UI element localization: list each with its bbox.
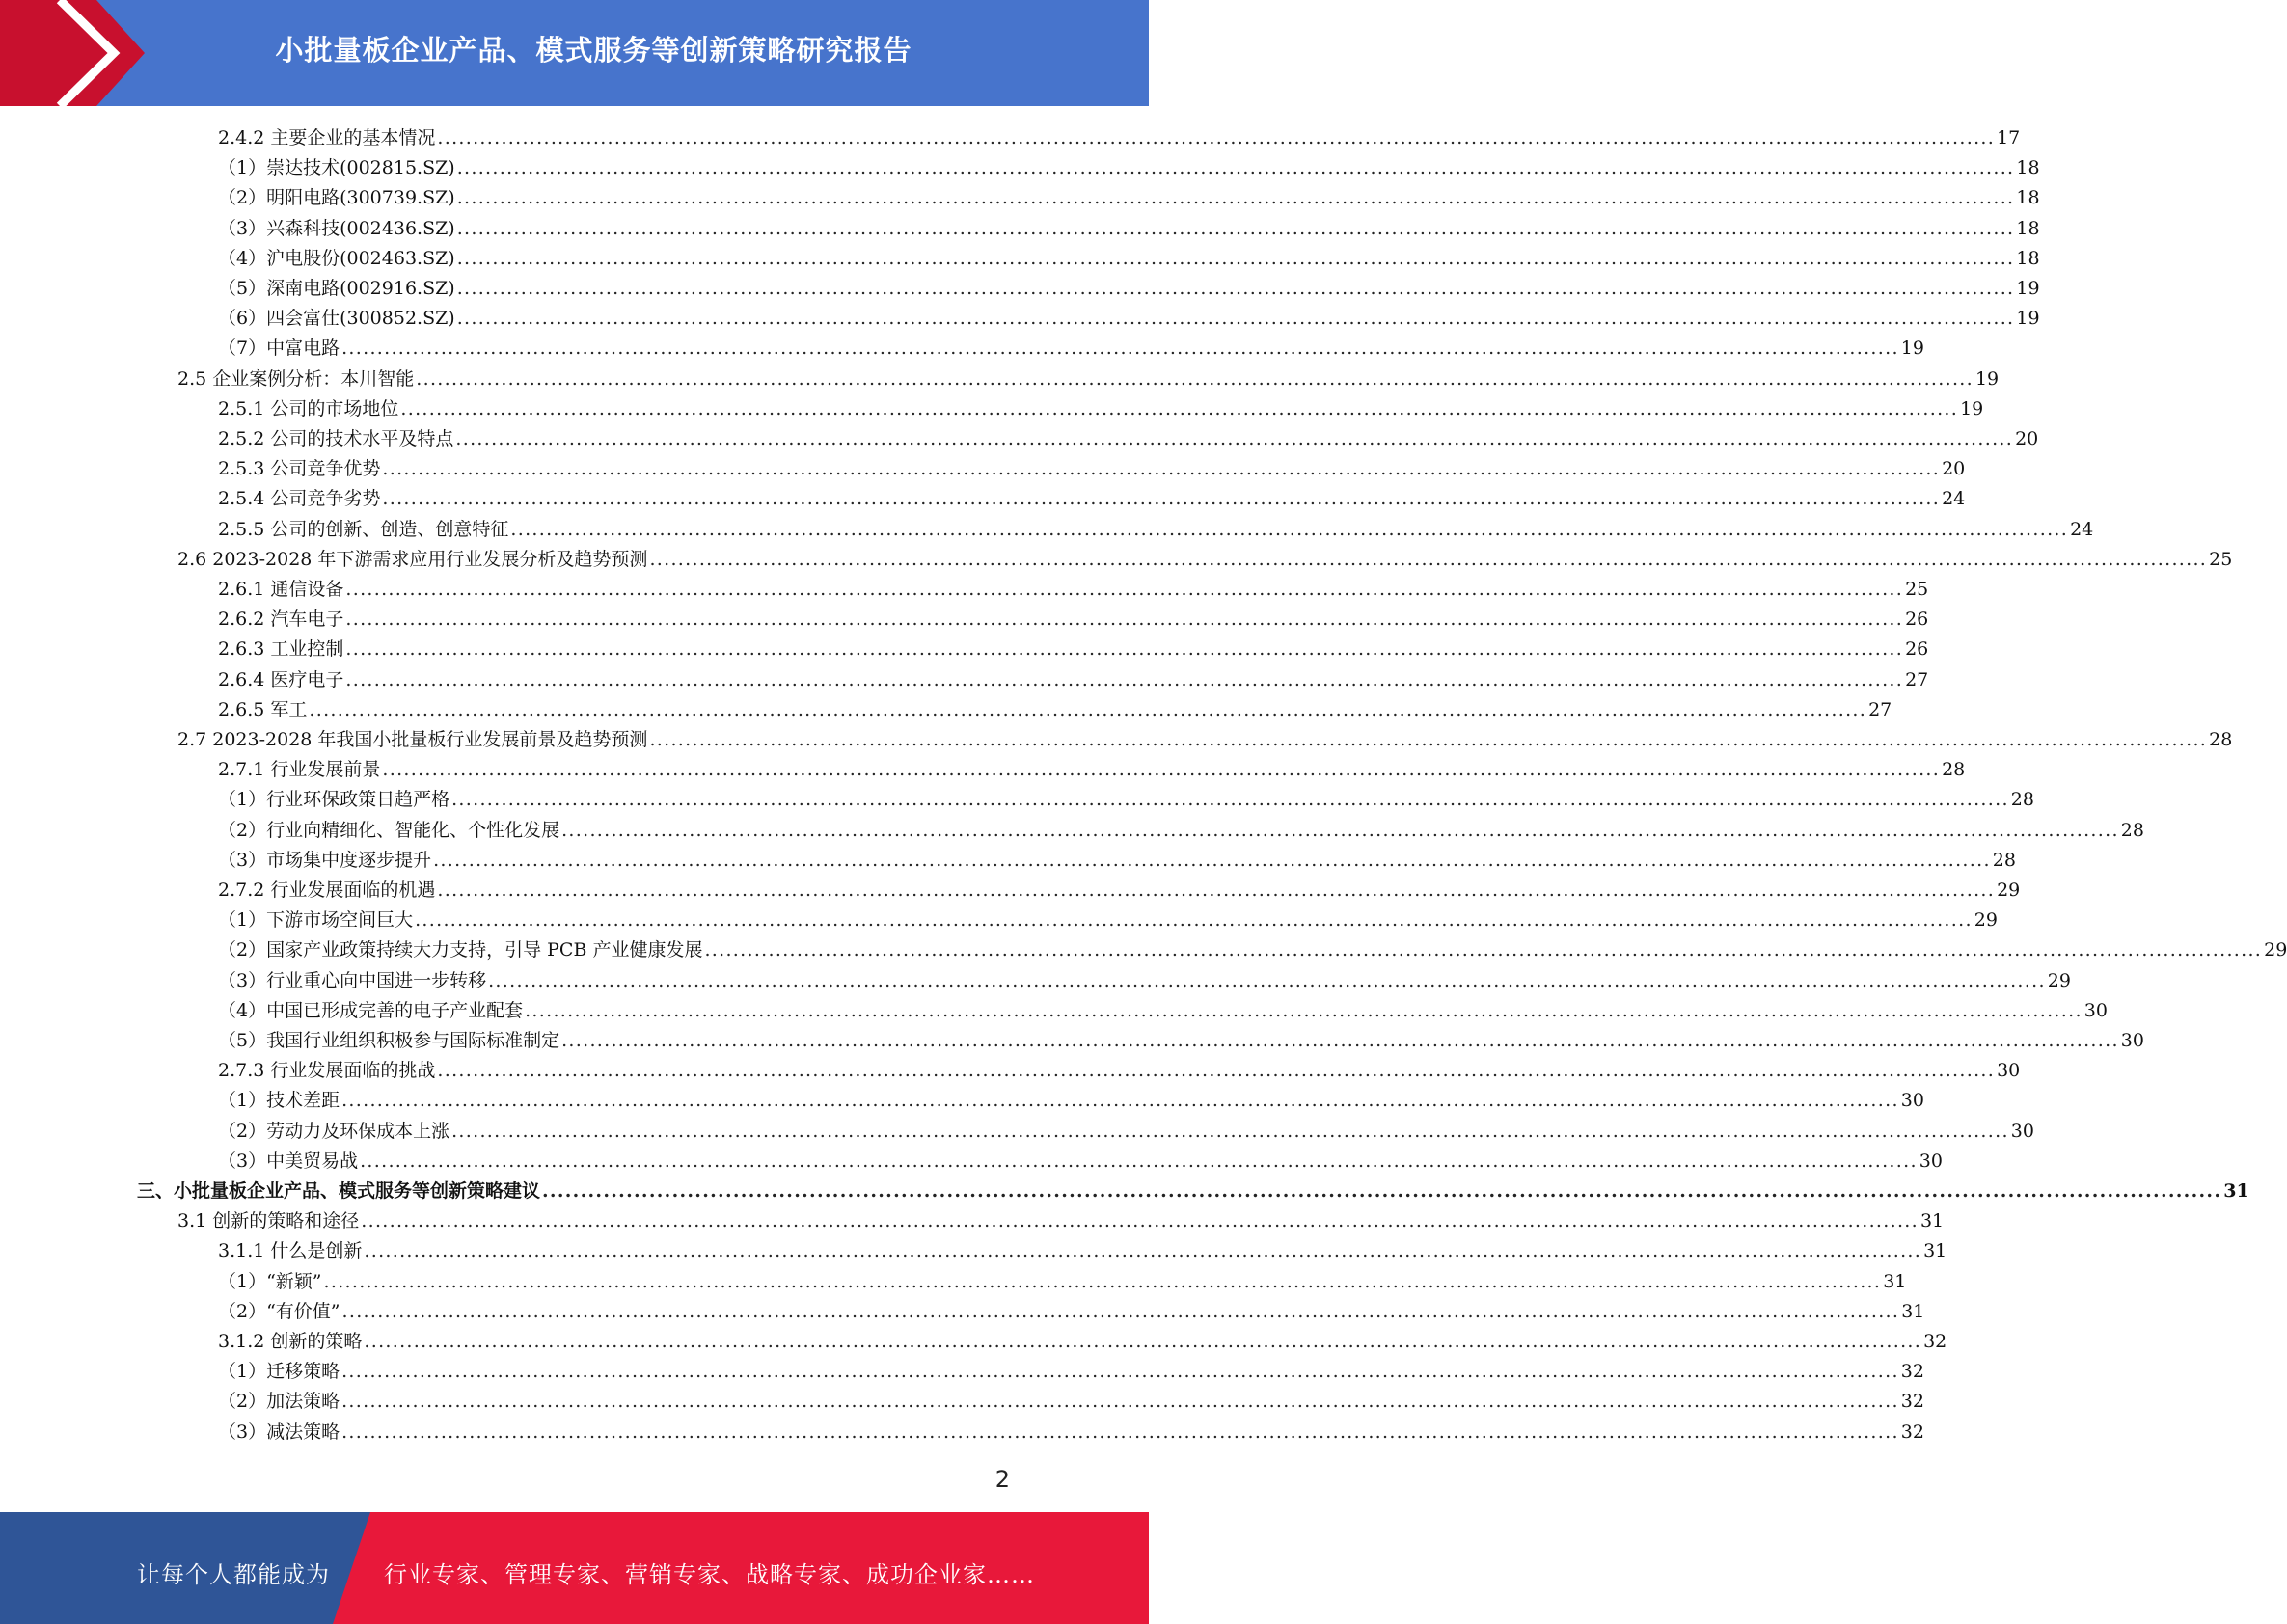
toc-dot-leader: ............................................................................................................................................................................................................................ xyxy=(341,1300,1900,1322)
toc-entry-label: 2.5.1 公司的市场地位 xyxy=(218,397,399,420)
toc-dot-leader: ............................................................................................................................................................................................................................ xyxy=(561,819,2119,841)
toc-entry[interactable] xyxy=(218,1117,2034,1146)
toc-entry-label: （6）四会富仕(300852.SZ) xyxy=(218,308,455,330)
toc-entry[interactable] xyxy=(218,1236,1947,1265)
toc-dot-leader: ............................................................................................................................................................................................................................ xyxy=(525,999,2083,1021)
toc-dot-leader: ............................................................................................................................................................................................................................ xyxy=(345,668,1904,690)
toc-entry[interactable] xyxy=(218,153,2040,182)
toc-entry-label: （2）国家产业政策持续大力支持，引导 PCB 产业健康发展 xyxy=(218,939,703,961)
toc-entry-page: 28 xyxy=(1942,759,1966,781)
toc-entry-label: 2.6 2023-2028 年下游需求应用行业发展分析及趋势预测 xyxy=(177,548,648,570)
toc-entry-label: 2.6.2 汽车电子 xyxy=(218,609,344,631)
toc-entry[interactable] xyxy=(218,575,1929,604)
toc-entry-page: 32 xyxy=(1923,1331,1947,1352)
toc-dot-leader: ............................................................................................................................................................................................................................ xyxy=(400,397,1959,420)
toc-entry[interactable] xyxy=(218,484,1966,513)
toc-dot-leader: ............................................................................................................................................................................................................................ xyxy=(649,548,2208,570)
toc-entry-label: （3）减法策略 xyxy=(218,1421,340,1443)
toc-entry-label: 2.7.1 行业发展前景 xyxy=(218,759,381,781)
toc-entry[interactable] xyxy=(218,424,2039,453)
toc-dot-leader: ............................................................................................................................................................................................................................ xyxy=(345,579,1904,600)
toc-entry-label: （5）我国行业组织积极参与国际标准制定 xyxy=(218,1030,560,1051)
toc-entry[interactable] xyxy=(218,304,2040,333)
toc-entry-page: 30 xyxy=(1919,1150,1943,1172)
toc-entry-label: 2.5.5 公司的创新、创造、创意特征 xyxy=(218,518,509,540)
toc-entry-label: 2.5.2 公司的技术水平及特点 xyxy=(218,428,454,449)
report-title: 小批量板企业产品、模式服务等创新策略研究报告 xyxy=(275,34,912,67)
toc-dot-leader: ............................................................................................................................................................................................................................ xyxy=(341,338,1899,360)
toc-entry-page: 29 xyxy=(1997,880,2021,901)
toc-dot-leader: ............................................................................................................................................................................................................................ xyxy=(456,187,2015,209)
toc-entry-page: 26 xyxy=(1905,609,1929,631)
toc-entry-label: （1）行业环保政策日趋严格 xyxy=(218,789,450,811)
toc-entry-label: 2.5.4 公司竞争劣势 xyxy=(218,488,381,510)
toc-entry-label: （3）中美贸易战 xyxy=(218,1150,359,1172)
toc-dot-leader: ............................................................................................................................................................................................................................ xyxy=(561,1030,2119,1051)
toc-entry[interactable] xyxy=(218,785,2034,814)
toc-dot-leader: ............................................................................................................................................................................................................................ xyxy=(382,488,1941,510)
toc-entry-label: （3）行业重心向中国进一步转移 xyxy=(218,969,487,991)
toc-entry[interactable] xyxy=(218,846,2016,875)
toc-dot-leader: ............................................................................................................................................................................................................................ xyxy=(382,759,1941,781)
toc-entry[interactable] xyxy=(218,334,1924,363)
toc-dot-leader: ............................................................................................................................................................................................................................ xyxy=(437,127,1996,149)
toc-entry-page: 27 xyxy=(1905,668,1929,690)
toc-entry-label: 2.7.2 行业发展面临的机遇 xyxy=(218,880,436,901)
toc-dot-leader: ............................................................................................................................................................................................................................ xyxy=(345,638,1904,661)
toc-dot-leader: ............................................................................................................................................................................................................................ xyxy=(437,880,1996,901)
toc-entry-label: 3.1.1 什么是创新 xyxy=(218,1240,363,1262)
toc-entry-page: 31 xyxy=(1923,1240,1947,1262)
toc-entry-page: 19 xyxy=(2016,278,2040,299)
toc-entry-page: 18 xyxy=(2016,217,2040,239)
toc-entry-label: （7）中富电路 xyxy=(218,338,340,360)
toc-entry[interactable] xyxy=(218,996,2108,1025)
toc-entry-label: （2）“有价值” xyxy=(218,1300,340,1322)
toc-entry-page: 32 xyxy=(1900,1361,1924,1383)
toc-entry-page: 30 xyxy=(1900,1090,1924,1112)
toc-entry-page: 31 xyxy=(2223,1180,2249,1202)
toc-dot-leader: ............................................................................................................................................................................................................................ xyxy=(360,1150,1918,1172)
toc-entry[interactable] xyxy=(218,1418,1924,1447)
toc-dot-leader: ............................................................................................................................................................................................................................ xyxy=(364,1240,1922,1262)
toc-dot-leader: ............................................................................................................................................................................................................................ xyxy=(542,1180,2222,1202)
toc-dot-leader: ............................................................................................................................................................................................................................ xyxy=(341,1391,1899,1413)
toc-entry[interactable] xyxy=(218,1297,1925,1326)
toc-entry[interactable] xyxy=(218,1086,1924,1115)
toc-entry[interactable] xyxy=(218,1026,2144,1055)
toc-dot-leader: ............................................................................................................................................................................................................................ xyxy=(456,157,2015,179)
toc-dot-leader: ............................................................................................................................................................................................................................ xyxy=(649,729,2208,750)
toc-entry[interactable] xyxy=(218,876,2021,905)
toc-entry[interactable] xyxy=(218,935,2287,964)
toc-entry-label: （1）技术差距 xyxy=(218,1090,340,1112)
toc-entry[interactable] xyxy=(218,1327,1947,1356)
toc-entry-label: （4）沪电股份(002463.SZ) xyxy=(218,247,455,269)
page-footer xyxy=(0,1512,1149,1624)
toc-dot-leader: ............................................................................................................................................................................................................................ xyxy=(455,428,2014,449)
toc-entry-label: （1）下游市场空间巨大 xyxy=(218,909,414,932)
toc-entry-label: 三、小批量板企业产品、模式服务等创新策略建议 xyxy=(137,1180,541,1202)
toc-entry-page: 28 xyxy=(2209,729,2233,750)
toc-entry[interactable] xyxy=(218,394,1984,423)
toc-entry[interactable] xyxy=(218,1056,2021,1085)
toc-dot-leader: ............................................................................................................................................................................................................................ xyxy=(704,939,2263,961)
toc-entry-label: （3）市场集中度逐步提升 xyxy=(218,849,432,871)
toc-dot-leader: ............................................................................................................................................................................................................................ xyxy=(488,969,2046,991)
toc-entry[interactable] xyxy=(218,244,2040,273)
toc-entry-label: 2.6.5 军工 xyxy=(218,698,308,720)
toc-entry-page: 20 xyxy=(1942,458,1966,480)
toc-entry-label: （2）劳动力及环保成本上涨 xyxy=(218,1120,450,1142)
toc-entry-page: 24 xyxy=(1942,488,1966,510)
toc-entry-page: 31 xyxy=(1919,1210,1945,1232)
toc-entry[interactable] xyxy=(218,816,2144,845)
toc-entry-page: 29 xyxy=(2047,969,2071,991)
toc-entry-page: 18 xyxy=(2016,187,2040,209)
toc-entry[interactable] xyxy=(218,1267,1907,1296)
toc-entry-label: 2.6.3 工业控制 xyxy=(218,638,344,661)
toc-dot-leader: ............................................................................................................................................................................................................................ xyxy=(341,1090,1899,1112)
toc-entry[interactable] xyxy=(218,1357,1924,1386)
toc-entry-page: 32 xyxy=(1900,1421,1924,1443)
toc-entry-page: 18 xyxy=(2016,157,2040,179)
toc-entry-label: （4）中国已形成完善的电子产业配套 xyxy=(218,999,524,1021)
toc-entry-page: 32 xyxy=(1900,1391,1924,1413)
toc-entry[interactable] xyxy=(218,966,2071,995)
toc-entry-page: 19 xyxy=(1974,367,2000,390)
toc-entry-page: 20 xyxy=(2015,428,2039,449)
toc-entry-page: 19 xyxy=(2016,308,2040,330)
toc-entry-label: （2）明阳电路(300739.SZ) xyxy=(218,187,455,209)
toc-dot-leader: ............................................................................................................................................................................................................................ xyxy=(416,367,1974,390)
footer-slogan: 让每个人都能成为 xyxy=(137,1561,330,1588)
toc-entry-label: 2.5 企业案例分析：本川智能 xyxy=(177,367,415,390)
toc-dot-leader: ............................................................................................................................................................................................................................ xyxy=(456,278,2015,299)
toc-entry-page: 30 xyxy=(1997,1060,2021,1082)
toc-entry-page: 31 xyxy=(1883,1270,1907,1292)
toc-entry-page: 25 xyxy=(2209,548,2233,570)
toc-entry[interactable] xyxy=(177,725,2233,754)
toc-entry-label: （1）“新颖” xyxy=(218,1270,322,1292)
toc-entry[interactable] xyxy=(218,605,1929,634)
toc-dot-leader: ............................................................................................................................................................................................................................ xyxy=(456,247,2015,269)
toc-entry-page: 29 xyxy=(1974,909,1998,932)
toc-entry-page: 27 xyxy=(1868,698,1892,720)
toc-entry-label: （3）兴森科技(002436.SZ) xyxy=(218,217,455,239)
toc-entry[interactable] xyxy=(218,214,2040,243)
footer-tagline: 行业专家、管理专家、营销专家、战略专家、成功企业家…… xyxy=(384,1561,1035,1588)
toc-dot-leader: ............................................................................................................................................................................................................................ xyxy=(341,1421,1899,1443)
toc-dot-leader: ............................................................................................................................................................................................................................ xyxy=(510,518,2069,540)
toc-entry[interactable] xyxy=(218,274,2040,303)
toc-entry-page: 26 xyxy=(1905,638,1929,661)
toc-dot-leader: ............................................................................................................................................................................................................................ xyxy=(364,1331,1922,1352)
toc-entry[interactable] xyxy=(177,545,2233,574)
toc-entry[interactable] xyxy=(218,635,1929,663)
toc-entry-page: 30 xyxy=(2120,1030,2144,1051)
page-number: 2 xyxy=(994,1466,1010,1493)
page-header xyxy=(0,0,1149,106)
toc-entry-label: 3.1 创新的策略和途径 xyxy=(177,1210,360,1232)
toc-entry-page: 28 xyxy=(1992,849,2016,871)
toc-entry-label: 2.7.3 行业发展面临的挑战 xyxy=(218,1060,436,1082)
toc-entry-label: （5）深南电路(002916.SZ) xyxy=(218,278,455,299)
toc-entry-label: （1）崇达技术(002815.SZ) xyxy=(218,157,455,179)
toc-entry-page: 25 xyxy=(1905,579,1929,600)
toc-entry[interactable] xyxy=(218,1147,1943,1176)
toc-entry[interactable] xyxy=(218,695,1892,724)
toc-entry[interactable] xyxy=(177,365,2000,393)
toc-entry-label: 2.4.2 主要企业的基本情况 xyxy=(218,127,436,149)
toc-dot-leader: ............................................................................................................................................................................................................................ xyxy=(456,308,2015,330)
toc-entry-label: 2.5.3 公司竞争优势 xyxy=(218,458,381,480)
toc-entry-label: 3.1.2 创新的策略 xyxy=(218,1331,363,1352)
toc-dot-leader: ............................................................................................................................................................................................................................ xyxy=(361,1210,1919,1232)
toc-entry-label: （2）行业向精细化、智能化、个性化发展 xyxy=(218,819,560,841)
toc-entry-page: 17 xyxy=(1997,127,2021,149)
toc-entry-label: 2.6.1 通信设备 xyxy=(218,579,344,600)
toc-dot-leader: ............................................................................................................................................................................................................................ xyxy=(456,217,2015,239)
toc-entry[interactable] xyxy=(218,123,2021,152)
toc-entry[interactable] xyxy=(218,454,1966,483)
toc-dot-leader: ............................................................................................................................................................................................................................ xyxy=(323,1270,1882,1292)
toc-entry-page: 28 xyxy=(2120,819,2144,841)
toc-dot-leader: ............................................................................................................................................................................................................................ xyxy=(415,909,1973,932)
toc-dot-leader: ............................................................................................................................................................................................................................ xyxy=(309,698,1867,720)
toc-dot-leader: ............................................................................................................................................................................................................................ xyxy=(433,849,1991,871)
toc-entry-page: 19 xyxy=(1900,338,1924,360)
toc-entry-label: 2.6.4 医疗电子 xyxy=(218,668,344,690)
toc-entry-page: 31 xyxy=(1901,1300,1925,1322)
toc-dot-leader: ............................................................................................................................................................................................................................ xyxy=(451,789,2009,811)
toc-dot-leader: ............................................................................................................................................................................................................................ xyxy=(341,1361,1899,1383)
header-arrow-decoration xyxy=(0,0,145,106)
toc-entry[interactable] xyxy=(218,755,1966,784)
toc-entry-page: 30 xyxy=(2083,999,2108,1021)
toc-entry[interactable] xyxy=(218,665,1929,694)
toc-entry-page: 30 xyxy=(2010,1120,2034,1142)
toc-entry[interactable] xyxy=(218,906,1998,934)
toc-dot-leader: ............................................................................................................................................................................................................................ xyxy=(382,458,1941,480)
toc-entry[interactable] xyxy=(218,1387,1924,1416)
toc-dot-leader: ............................................................................................................................................................................................................................ xyxy=(451,1120,2009,1142)
toc-dot-leader: ............................................................................................................................................................................................................................ xyxy=(345,609,1904,631)
toc-entry[interactable] xyxy=(218,183,2040,212)
toc-entry-label: （1）迁移策略 xyxy=(218,1361,340,1383)
toc-entry-page: 24 xyxy=(2070,518,2094,540)
toc-dot-leader: ............................................................................................................................................................................................................................ xyxy=(437,1060,1996,1082)
toc-entry-label: 2.7 2023-2028 年我国小批量板行业发展前景及趋势预测 xyxy=(177,729,648,750)
toc-entry-page: 29 xyxy=(2264,939,2287,961)
toc-entry-label: （2）加法策略 xyxy=(218,1391,340,1413)
toc-entry[interactable] xyxy=(177,1206,1945,1235)
toc-entry-page: 18 xyxy=(2016,247,2040,269)
toc-entry-page: 28 xyxy=(2010,789,2034,811)
toc-entry[interactable] xyxy=(137,1177,2249,1205)
toc-entry[interactable] xyxy=(218,515,2094,544)
toc-entry-page: 19 xyxy=(1960,397,1984,420)
